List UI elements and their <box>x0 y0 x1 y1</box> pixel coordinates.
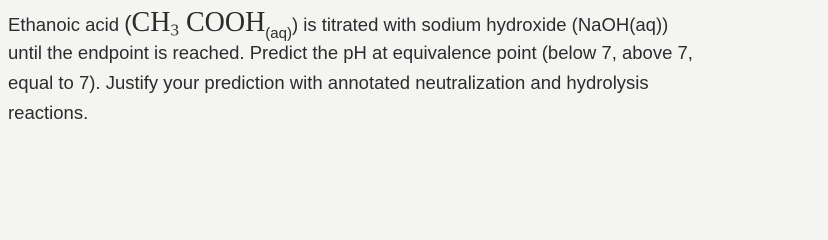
formula-open-paren: ( <box>124 11 132 36</box>
question-line-2: until the endpoint is reached. Predict the pH at equivalence point (below 7, above 7, <box>8 42 693 63</box>
formula-ch: CH <box>131 7 171 38</box>
line1-prefix: Ethanoic acid <box>8 14 125 35</box>
formula-cooh: COOH <box>178 7 266 38</box>
formula-close-paren: ) <box>291 14 299 35</box>
question-line-4: reactions. <box>8 102 89 123</box>
formula-state-subscript: (aq) <box>265 24 292 42</box>
ethanoic-acid-formula <box>132 7 292 42</box>
formula-ch-subscript: 3 <box>170 20 179 40</box>
question-line-1 <box>8 4 828 42</box>
line1-suffix: is titrated with sodium hydroxide (NaOH(aq)) <box>298 14 669 35</box>
question-line-3: equal to 7). Justify your prediction with annotated neutralization and hydrolysis <box>8 72 649 93</box>
